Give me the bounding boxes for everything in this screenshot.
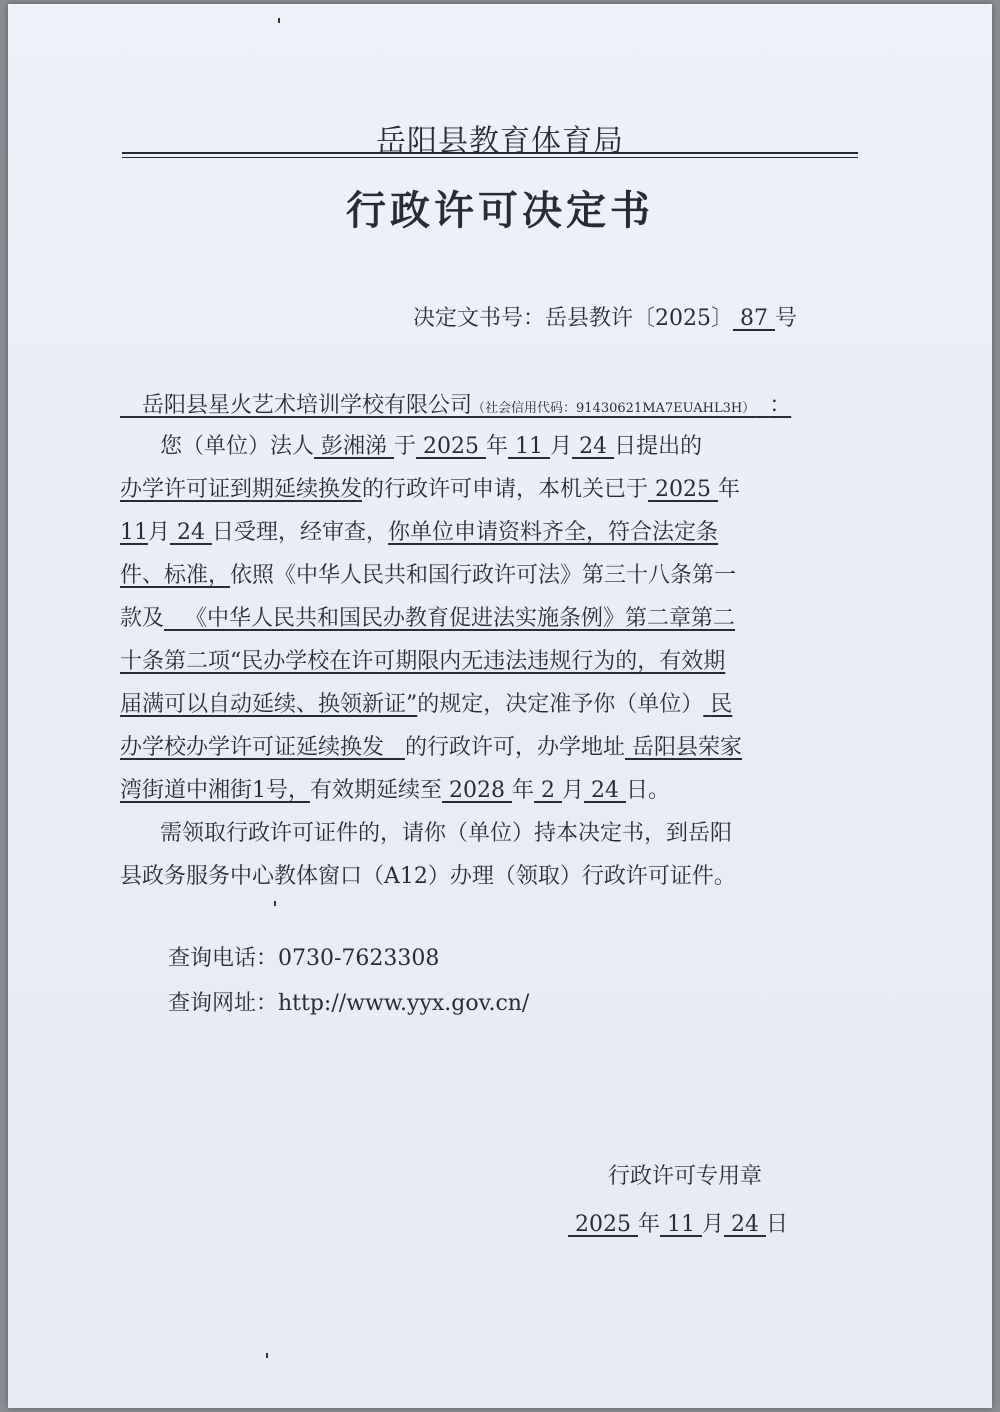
doc-number-label: 决定文书号：岳县教许〔2025〕 — [413, 306, 733, 331]
apply-day: 24 — [579, 434, 608, 459]
addressee-name: 岳阳县星火艺术培训学校有限公司 — [142, 393, 473, 418]
doc-number-value: 87 — [740, 306, 768, 331]
body-line-3: 11月 24 日受理，经审查，你单位申请资料齐全，符合法定条 — [120, 520, 719, 545]
body-line-8: 办学校办学许可证延续换发 的行政许可，办学地址 岳阳县荣家 — [120, 735, 743, 760]
legal-basis: 《中华人民共和国民办教育促进法实施条例》第二章第二 — [185, 606, 736, 631]
body-line-7: 届满可以自动延续、换领新证”的规定，决定准予你（单位） 民 — [120, 692, 733, 717]
apply-month: 11 — [515, 434, 544, 459]
school-address: 岳阳县荣家 — [632, 735, 743, 760]
body-line-4: 件、标准，依照《中华人民共和国行政许可法》第三十八条第一 — [120, 563, 737, 588]
punch-mark-middle — [274, 901, 276, 906]
accept-year: 2025 — [655, 477, 712, 502]
doc-number-suffix: 号 — [775, 306, 798, 331]
accept-month: 11 — [120, 520, 148, 545]
review-result: 你单位申请资料齐全，符合法定条 — [388, 520, 719, 545]
expiry-year: 2028 — [449, 778, 506, 803]
issue-month: 11 — [667, 1212, 696, 1237]
header-rule-thin — [122, 157, 858, 158]
permit-content: 办学校办学许可证延续换发 — [120, 735, 385, 760]
expiry-day: 24 — [591, 778, 620, 803]
header-rule-thick — [122, 152, 858, 154]
accept-day: 24 — [177, 520, 206, 545]
body-line-1: 您（单位）法人 彭湘涕 于 2025 年 11 月 24 日提出的 — [160, 434, 703, 459]
body-para2-line-2: 县政务服务中心教体窗口（A12）办理（领取）行政许可证件。 — [120, 864, 736, 889]
body-line-2: 办学许可证到期延续换发的行政许可申请，本机关已于 2025 年 — [120, 477, 741, 502]
punch-mark-bottom — [266, 1353, 268, 1358]
issue-date: 2025 年 11 月 24 日 — [575, 1212, 789, 1237]
body-para2-line-1: 需领取行政许可证件的，请你（单位）持本决定书，到岳阳 — [160, 821, 733, 846]
document-title: 行政许可决定书 — [346, 187, 654, 234]
addressee-pad — [120, 393, 142, 418]
inquiry-phone: 查询电话：0730-7623308 — [168, 946, 440, 971]
issue-day: 24 — [731, 1212, 760, 1237]
body-line-6: 十条第二项“民办学校在许可期限内无违法违规行为的，有效期 — [120, 649, 726, 674]
addressee-colon: ： — [769, 393, 792, 418]
permit-matter: 办学许可证到期延续换发 — [120, 477, 363, 502]
official-seal-label: 行政许可专用章 — [608, 1164, 763, 1189]
addressee-credit-code: （社会信用代码：91430621MA7EUAHL3H） — [472, 401, 756, 416]
document-page — [8, 4, 992, 1408]
body-line-5: 款及 《中华人民共和国民办教育促进法实施条例》第二章第二 — [120, 606, 736, 631]
inquiry-website: 查询网址：http://www.yyx.gov.cn/ — [168, 991, 530, 1016]
body-line-9: 湾街道中湘街1号，有效期延续至 2028 年 2 月 24 日。 — [120, 778, 671, 803]
document-number — [413, 301, 797, 332]
issue-year: 2025 — [575, 1212, 631, 1237]
apply-year: 2025 — [423, 434, 480, 459]
punch-mark-top — [278, 18, 280, 23]
expiry-month: 2 — [541, 778, 556, 803]
addressee-line — [120, 388, 791, 419]
issuing-agency: 岳阳县教育体育局 — [376, 124, 624, 159]
legal-person: 彭湘涕 — [321, 434, 388, 459]
